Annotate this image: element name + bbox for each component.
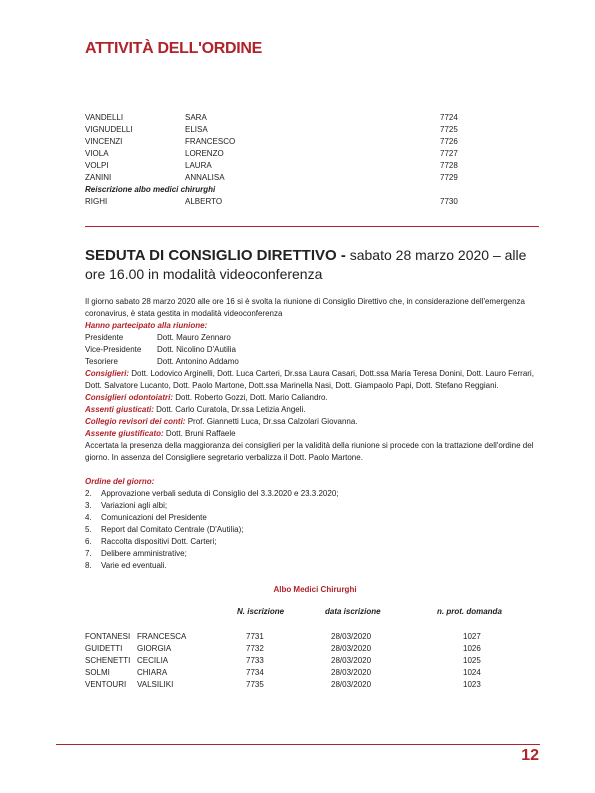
assenti-label: Assenti giusticati:	[85, 405, 154, 414]
registration-number: 7727	[440, 149, 458, 158]
person-name: Dott. Nicolino D'Autilia	[157, 345, 236, 354]
first-name: ANNALISA	[185, 173, 225, 182]
registration-date: 28/03/2020	[331, 680, 372, 689]
odontoiatri-text: Dott. Roberto Gozzi, Dott. Mario Caliandro.	[173, 393, 328, 402]
registration-number: 7735	[246, 680, 264, 689]
consiglieri-paragraph	[85, 368, 545, 392]
list-item	[85, 172, 460, 184]
role: Presidente	[85, 333, 124, 342]
surname: GUIDETTI	[85, 644, 123, 653]
first-name: FRANCESCA	[137, 632, 187, 641]
table-row	[85, 667, 505, 679]
registration-number: 7728	[440, 161, 458, 170]
partecipato-label: Hanno partecipato alla riunione:	[85, 321, 208, 330]
protocol-number: 1024	[463, 668, 481, 677]
role: Tesoriere	[85, 357, 118, 366]
presidency-row	[85, 332, 545, 344]
protocol-number: 1023	[463, 680, 481, 689]
revisori-paragraph	[85, 416, 545, 428]
table-row	[85, 679, 505, 691]
first-name: LORENZO	[185, 149, 224, 158]
list-item: 3. Variazioni agli albi;	[85, 501, 168, 510]
surname: SCHENETTI	[85, 656, 131, 665]
footer-divider	[56, 744, 540, 745]
surname: VIGNUDELLI	[85, 125, 133, 134]
assente-label: Assente giustificato:	[85, 429, 164, 438]
seduta-subtitle: sabato 28 marzo 2020 – alle ore 16.00 in modalità videoconferenza	[85, 247, 527, 282]
registration-number: 7729	[440, 173, 458, 182]
list-item	[85, 196, 460, 208]
assente-text: Dott. Bruni Raffaele	[163, 429, 236, 438]
consiglieri-text: Dott. Lodovico Arginelli, Dott. Luca Carteri, Dr.ssa Laura Casari, Dott.ssa Maria Teresa Donini, Dott. Lauro Ferrari, Dott. Salvatore Lucanto, Dott. Paolo Martone, Dott.ssa Marinella Nasi, Dott. Giampaolo Papi, Dott. Stefano Reggiani.	[85, 369, 534, 390]
odg-label: Ordine del giorno:	[85, 477, 155, 486]
registration-number: 7725	[440, 125, 458, 134]
first-name: CHIARA	[137, 668, 168, 677]
column-header-data: data iscrizione	[325, 607, 381, 616]
list-item	[85, 136, 460, 148]
role: Vice-Presidente	[85, 345, 142, 354]
registration-number: 7733	[246, 656, 264, 665]
column-header-prot: n. prot. domanda	[437, 607, 502, 616]
surname: VANDELLI	[85, 113, 124, 122]
presidency-row	[85, 344, 545, 356]
albo-title: Albo Medici Chirurghi	[273, 585, 357, 594]
presidency-row	[85, 356, 545, 368]
protocol-number: 1027	[463, 632, 481, 641]
divider	[85, 226, 539, 227]
first-name: FRANCESCO	[185, 137, 236, 146]
registration-number: 7734	[246, 668, 264, 677]
registration-date: 28/03/2020	[331, 656, 372, 665]
registration-number: 7732	[246, 644, 264, 653]
list-item: 8. Varie ed eventuali.	[85, 561, 167, 570]
seduta-heading	[85, 246, 545, 283]
first-name: ELISA	[185, 125, 208, 134]
revisori-text: Prof. Giannetti Luca, Dr.ssa Calzolari Giovanna.	[185, 417, 358, 426]
first-name: GIORGIA	[137, 644, 172, 653]
list-item: 2. Approvazione verbali seduta di Consiglio del 3.3.2020 e 23.3.2020;	[85, 489, 339, 498]
assente-paragraph	[85, 428, 545, 440]
surname: RIGHI	[85, 197, 108, 206]
first-name: VALSILIKI	[137, 680, 174, 689]
table-row	[85, 631, 505, 643]
list-item	[85, 160, 460, 172]
section-title: ATTIVITÀ DELL'ORDINE	[85, 40, 263, 57]
surname: VINCENZI	[85, 137, 123, 146]
seduta-title: SEDUTA DI CONSIGLIO DIRETTIVO -	[85, 247, 346, 264]
registration-number: 7730	[440, 197, 458, 206]
closing-paragraph: Accertata la presenza della maggioranza dei consiglieri per la validità della riunione si procede con la trattazione dell'ordine del giorno. In assenza del Consigliere segretario verbalizza il Dott. Paolo Martone.	[85, 441, 534, 462]
first-name: SARA	[185, 113, 207, 122]
surname: VIOLA	[85, 149, 109, 158]
odontoiatri-paragraph	[85, 392, 545, 404]
assenti-paragraph	[85, 404, 545, 416]
list-item	[85, 124, 460, 136]
surname: FONTANESI	[85, 632, 131, 641]
members-list	[85, 112, 460, 208]
surname: SOLMI	[85, 668, 110, 677]
surname: VENTOURI	[85, 680, 127, 689]
page-number: 12	[521, 747, 539, 764]
table-row	[85, 655, 505, 667]
protocol-number: 1025	[463, 656, 481, 665]
list-item: 5. Report dal Comitato Centrale (D'Autilia);	[85, 525, 244, 534]
surname: ZANINI	[85, 173, 112, 182]
revisori-label: Collegio revisori dei conti:	[85, 417, 186, 426]
list-item	[85, 112, 460, 124]
minutes-body	[85, 296, 545, 572]
protocol-number: 1026	[463, 644, 481, 653]
first-name: LAURA	[185, 161, 212, 170]
first-name: CECILIA	[137, 656, 169, 665]
registration-number: 7726	[440, 137, 458, 146]
intro-paragraph: Il giorno sabato 28 marzo 2020 alle ore 16 si è svolta la riunione di Consiglio Direttivo che, in considerazione dell'emergenza coronavirus, è stata gestita in modalità videoconferenza	[85, 297, 525, 318]
surname: VOLPI	[85, 161, 109, 170]
list-item: 7. Delibere amministrative;	[85, 549, 187, 558]
albo-table	[85, 631, 505, 691]
list-item: 6. Raccolta dispositivi Dott. Carteri;	[85, 537, 217, 546]
odontoiatri-label: Consiglieri odontoiatri:	[85, 393, 173, 402]
consiglieri-label: Consiglieri:	[85, 369, 130, 378]
registration-number: 7724	[440, 113, 458, 122]
registration-date: 28/03/2020	[331, 632, 372, 641]
table-row	[85, 643, 505, 655]
first-name: ALBERTO	[185, 197, 223, 206]
registration-date: 28/03/2020	[331, 668, 372, 677]
assenti-text: Dott. Carlo Curatola, Dr.ssa Letizia Angeli.	[153, 405, 306, 414]
column-header-iscrizione: N. iscrizione	[237, 607, 285, 616]
registration-date: 28/03/2020	[331, 644, 372, 653]
person-name: Dott. Antonino Addamo	[157, 357, 239, 366]
reiscrizione-label: Reiscrizione albo medici chirurghi	[85, 185, 216, 194]
list-item	[85, 148, 460, 160]
person-name: Dott. Mauro Zennaro	[157, 333, 231, 342]
registration-number: 7731	[246, 632, 264, 641]
list-item: 4. Comunicazioni del Presidente	[85, 513, 207, 522]
